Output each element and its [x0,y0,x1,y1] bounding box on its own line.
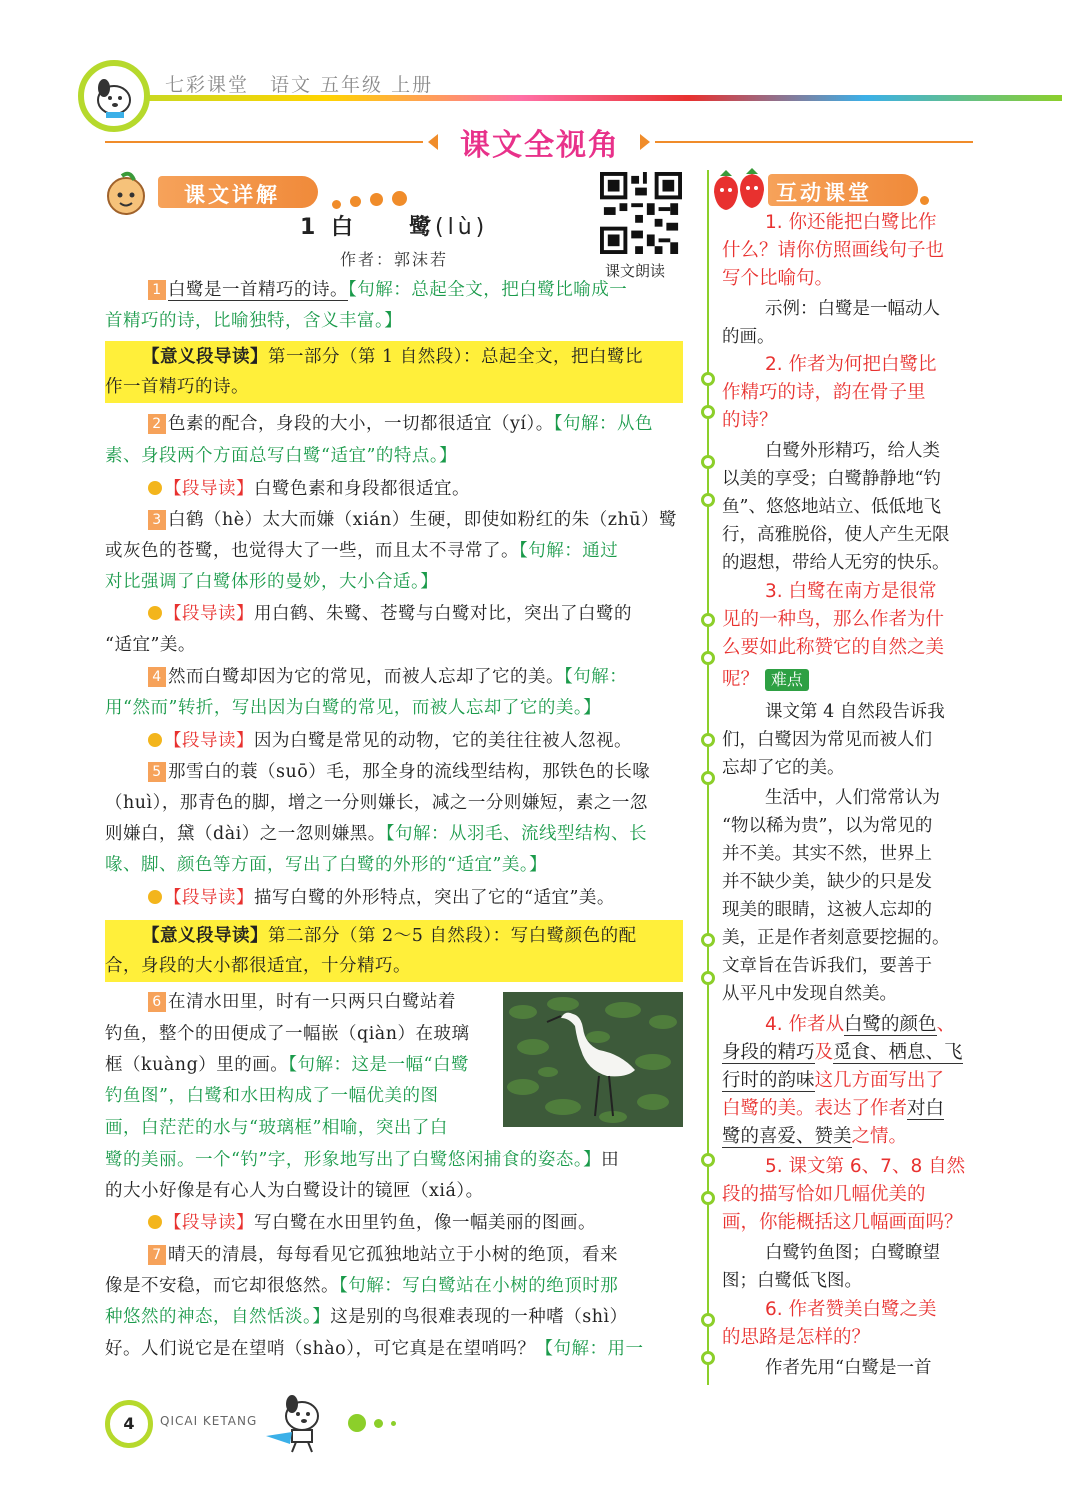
answer-2-line-4: 行，高雅脱俗，使人产生无限 [722,525,950,545]
answer-3-line-3: 忘却了它的美。 [722,758,845,778]
para-3-line-3: 对比强调了白鹭体形的曼妙，大小合适。】 [105,572,439,592]
answer-3-line-7: 并不缺少美，缺少的只是发 [722,872,932,892]
para-6-guide: 【段导读】写白鹭在水田里钓鱼，像一幅美丽的图画。 [148,1211,596,1235]
para-4-guide: 【段导读】因为白鹭是常见的动物，它的美往往被人忽视。 [148,729,632,753]
question-4-line-5: 鹭的喜爱、赞美之情。 [722,1126,908,1147]
tab-lesson-explain: 课文详解 [158,176,318,208]
answer-1-line-1: 示例：白鹭是一幅动人 [765,299,940,319]
tab-interactive-class: 互动课堂 [768,174,918,206]
para-1-line-2: 首精巧的诗，比喻独特，含义丰富。】 [105,311,403,331]
qr-label: 课文朗读 [605,262,666,280]
dot [332,200,341,209]
question-5-line-3: 画，你能概括这几幅画面吗？ [722,1212,963,1233]
difficulty-badge: 难点 [765,669,809,691]
dot [920,196,929,205]
answer-3-line-2: 们，白鹭因为常见而被人们 [722,730,932,750]
footer-dot [374,1419,383,1428]
answer-2-line-3: 鱼”、悠悠地站立、低低地飞 [722,497,941,517]
guide-2-line-2: 合，身段的大小都很适宜，十分精巧。 [105,956,411,976]
para-1-line-1: 1 白鹭是一首精巧的诗。【句解：总起全文，把白鹭比喻成一 [148,278,627,302]
divider-ring [701,651,715,665]
question-3-line-3: 么要如此称赞它的自然之美 [722,637,945,658]
answer-3-line-1: 课文第 4 自然段告诉我 [765,702,945,722]
answer-3-line-10: 文章旨在告诉我们，要善于 [722,956,932,976]
answer-2-line-5: 的遐想，带给人无穷的快乐。 [722,553,950,573]
para-2-line-1: 2 色素的配合，身段的大小，一切都很适宜（yí）。【句解：从色 [148,412,653,436]
answer-3-line-9: 美，正是作者刻意要挖掘的。 [722,928,950,948]
question-4-line-3: 行时的韵味这几方面写出了 [722,1070,945,1091]
question-2-line-2: 作精巧的诗，韵在骨子里 [722,382,926,403]
dog-mascot-icon [84,66,144,126]
para-5-line-1: 5 那雪白的蓑（suō）毛，那全身的流线型结构，那铁色的长喙 [148,760,650,784]
question-3-line-1: 3. 白鹭在南方是很常 [765,581,937,602]
author: 作者：郭沫若 [340,250,449,269]
question-1-line-3: 写个比喻句。 [722,268,834,289]
dot [370,193,383,206]
dot [392,191,407,206]
divider-ring [701,613,715,627]
divider-ring [701,1191,715,1205]
para-4-line-2: 用“然而”转折，写出因为白鹭的常见，而被人忘却了它的美。】 [105,698,602,718]
question-4-line-2: 身段的精巧及觅食、栖息、飞 [722,1042,963,1063]
answer-3-line-6: 并不美。其实不然，世界上 [722,844,932,864]
divider-ring [701,933,715,947]
guide-2-line-1: 【意义段导读】第二部分（第 2～5 自然段）：写白鹭颜色的配 [142,926,637,946]
para-2-line-2: 素、身段两个方面总写白鹭“适宜”的特点。】 [105,446,458,466]
answer-3-line-8: 现美的眼睛，这被人忘却的 [722,900,932,920]
question-1-line-2: 什么？请你仿照画线句子也 [722,240,945,261]
section-rule-right [655,141,973,143]
answer-3-line-5: “物以稀为贵”，以为常见的 [722,816,933,836]
divider-ring [701,971,715,985]
section-title: 课文全视角 [460,128,620,163]
para-7-line-3: 种悠然的神态，自然恬淡。】这是别的鸟很难表现的一种嗜（shì） [105,1307,628,1327]
para-3-guide-2: “适宜”美。 [105,635,196,655]
para-3-line-1: 3 白鹤（hè）太大而嫌（xián）生硬，即使如粉红的朱（zhū）鹭 [148,508,677,532]
answer-1-line-2: 的画。 [722,327,775,347]
para-2-guide: 【段导读】白鹭色素和身段都很适宜。 [148,477,470,501]
answer-6-line-1: 作者先用“白鹭是一首 [765,1358,932,1378]
question-5-line-2: 段的描写恰如几幅优美的 [722,1184,926,1205]
para-5-line-4: 喙、脚、颜色等方面，写出了白鹭的外形的“适宜”美。】 [105,855,548,875]
answer-2-line-2: 以美的享受；白鹭静静地“钓 [722,469,941,489]
lesson-title: 1 白 鹭(lù) [300,215,489,240]
question-2-line-3: 的诗？ [722,410,778,431]
guide-1-line-2: 作一首精巧的诗。 [105,377,249,397]
arrow-right-icon [640,134,650,150]
smile-icon [148,1215,162,1229]
qr-code-icon[interactable] [600,172,682,254]
smile-icon [148,890,162,904]
divider-ring [701,733,715,747]
para-3-line-2: 或灰色的苍鹭，也觉得大了一些，而且太不寻常了。【句解：通过 [105,541,619,561]
question-4-line-4: 白鹭的美。表达了作者对白 [722,1098,945,1119]
question-4-line-1: 4. 作者从白鹭的颜色、 [765,1014,956,1035]
para-6-line-1: 6 在清水田里，时有一只两只白鹭站着 [148,990,456,1014]
smile-icon [148,481,162,495]
question-6-line-1: 6. 作者赞美白鹭之美 [765,1299,937,1320]
section-rule-left [105,141,423,143]
para-7-line-2: 像是不安稳，而它却很悠然。【句解：写白鹭站在小树的绝顶时那 [105,1276,619,1296]
dot [350,196,361,207]
para-6-line-2: 钓鱼，整个的田便成了一幅嵌（qiàn）在玻璃 [105,1024,470,1044]
answer-2-line-1: 白鹭外形精巧，给人类 [765,441,940,461]
para-6-line-7: 的大小好像是有心人为白鹭设计的镜匣（xiá）。 [105,1181,484,1201]
smile-icon [148,606,162,620]
answer-5-line-1: 白鹭钓鱼图；白鹭瞭望 [765,1243,940,1263]
answer-5-line-2: 图；白鹭低飞图。 [722,1271,862,1291]
question-2-line-1: 2. 作者为何把白鹭比 [765,354,937,375]
para-3-guide-1: 【段导读】用白鹤、朱鹭、苍鹭与白鹭对比，突出了白鹭的 [148,602,632,626]
answer-3-line-11: 从平凡中发现自然美。 [722,984,897,1004]
footer-dot [348,1414,366,1432]
para-7-line-1: 7 晴天的清晨，每每看见它孤独地站立于小树的绝顶，看来 [148,1243,618,1267]
book-title: 七彩课堂 语文 五年级 上册 [165,74,434,96]
divider-ring [701,771,715,785]
egret-photo [503,992,683,1127]
question-3-line-4: 呢？ 难点 [722,666,809,694]
question-3-line-2: 见的一种鸟，那么作者为什 [722,609,945,630]
divider-ring [701,372,715,386]
header-mascot-badge [78,60,150,132]
question-1-line-1: 1. 你还能把白鹭比作 [765,212,937,233]
footer-dot [391,1421,396,1426]
para-6-line-4: 钓鱼图”，白鹭和水田构成了一幅优美的图 [105,1086,439,1106]
footer-dog-mascot-icon [262,1390,338,1456]
para-6-line-6: 鹭的美丽。一个“钓”字，形象地写出了白鹭悠闲捕食的姿态。】田 [105,1150,620,1170]
para-6-line-3: 框（kuàng）里的画。【句解：这是一幅“白鹭 [105,1055,469,1075]
divider-ring [701,455,715,469]
smile-icon [148,733,162,747]
divider-ring [701,1313,715,1327]
para-5-line-3: 则嫌白，黛（dài）之一忽则嫌黑。【句解：从羽毛、流线型结构、长 [105,824,647,844]
para-5-line-2: （huì），那青色的脚，增之一分则嫌长，减之一分则嫌短，素之一忽 [105,793,648,813]
divider-ring [701,1153,715,1167]
guide-1-line-1: 【意义段导读】第一部分（第 1 自然段）：总起全文，把白鹭比 [142,347,644,367]
peach-mascot-icon [100,168,152,220]
answer-3-line-4: 生活中，人们常常认为 [765,788,940,808]
para-5-guide: 【段导读】描写白鹭的外形特点，突出了它的“适宜”美。 [148,886,615,910]
divider-ring [701,1351,715,1365]
para-7-line-4: 好。人们说它是在望哨（shào），可它真是在望哨吗？【句解：用一 [105,1339,644,1359]
para-6-line-5: 画，白茫茫的水与“玻璃框”相喻，突出了白 [105,1118,448,1138]
page-number: 4 [105,1400,153,1448]
strawberry-mascot-icon [710,168,770,212]
para-4-line-1: 4 然而白鹭却因为它的常见，而被人忘却了它的美。【句解： [148,665,627,689]
arrow-left-icon [428,134,438,150]
divider-ring [701,493,715,507]
divider-ring [701,405,715,419]
question-5-line-1: 5. 课文第 6、7、8 自然 [765,1156,966,1177]
question-6-line-2: 的思路是怎样的？ [722,1327,871,1348]
footer-brand: QICAI KETANG [160,1414,258,1428]
